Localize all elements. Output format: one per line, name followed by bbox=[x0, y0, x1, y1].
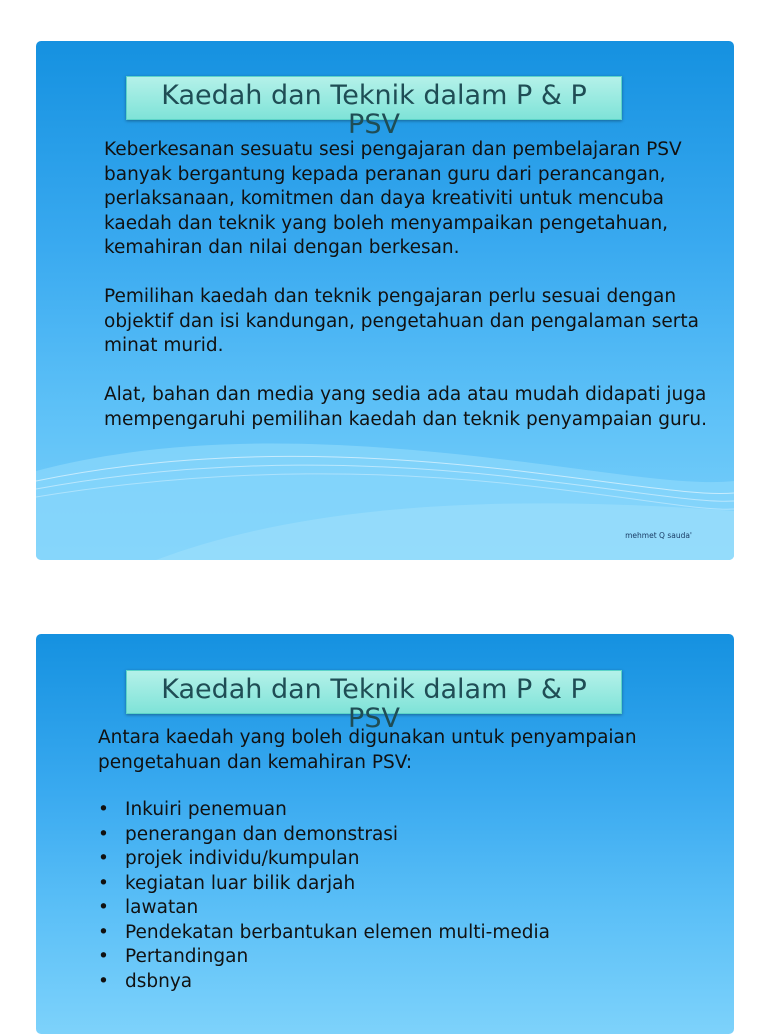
bullet-icon: • bbox=[98, 848, 109, 869]
list-item-label: projek individu/kumpulan bbox=[125, 848, 360, 869]
bullet-icon: • bbox=[98, 872, 109, 894]
slide-2 bbox=[36, 634, 734, 1034]
list-item bbox=[98, 921, 550, 946]
slide-body-text: Keberkesanan sesuatu sesi pengajaran dan pembelajaran PSV banyak bergantung kepada peranan guru dari perancangan, perlaksanaan, komitmen dan daya kreativiti untuk mencuba kaedah dan teknik yang boleh menyampaikan pengetahuan, kemahiran dan nilai dengan berkesan. Pemilihan kaedah dan teknik pengajaran perlu sesuai dengan objektif dan isi kandungan, pengetahuan dan pengalaman serta minat murid. Alat, bahan dan media yang sedia ada atau mudah didapati juga mempengaruhi pemilihan kaedah dan teknik penyampaian guru. bbox=[104, 139, 707, 430]
list-item-label: dsbnya bbox=[125, 970, 193, 992]
slide-title-line-2: PSV bbox=[348, 703, 400, 734]
bullet-icon: • bbox=[98, 921, 109, 943]
bullet-icon: • bbox=[98, 823, 109, 845]
list-item bbox=[98, 798, 550, 823]
list-item-label: penerangan dan demonstrasi bbox=[125, 823, 399, 845]
bullet-icon: • bbox=[98, 946, 109, 967]
slide-title-line-2: PSV bbox=[348, 109, 400, 140]
slide-title-box bbox=[126, 76, 622, 140]
list-item-label: lawatan bbox=[125, 897, 199, 918]
list-item bbox=[98, 847, 550, 872]
list-item bbox=[98, 823, 550, 848]
list-item bbox=[98, 872, 550, 897]
slide-title bbox=[127, 675, 621, 733]
bullet-icon: • bbox=[98, 799, 109, 820]
list-item bbox=[98, 945, 550, 970]
bullet-list bbox=[98, 798, 550, 994]
bullet-icon: • bbox=[98, 897, 109, 918]
slide-intro-text: Antara kaedah yang boleh digunakan untuk penyampaian pengetahuan dan kemahiran PSV: bbox=[98, 727, 637, 773]
slide-title-line-1: Kaedah dan Teknik dalam P & P bbox=[161, 80, 587, 111]
list-item bbox=[98, 970, 550, 995]
list-item-label: Pendekatan berbantukan elemen multi-media bbox=[125, 921, 550, 943]
slide-title-line-1: Kaedah dan Teknik dalam P & P bbox=[161, 674, 587, 705]
slide-title-box bbox=[126, 670, 622, 734]
slide-footer: mehmet Q sauda' bbox=[625, 531, 692, 540]
slide-1 bbox=[36, 41, 734, 560]
bullet-icon: • bbox=[98, 970, 109, 992]
list-item bbox=[98, 896, 550, 921]
slide-title bbox=[127, 81, 621, 139]
list-item-label: kegiatan luar bilik darjah bbox=[125, 872, 356, 894]
list-item-label: Inkuiri penemuan bbox=[125, 799, 287, 820]
list-item-label: Pertandingan bbox=[125, 946, 249, 967]
